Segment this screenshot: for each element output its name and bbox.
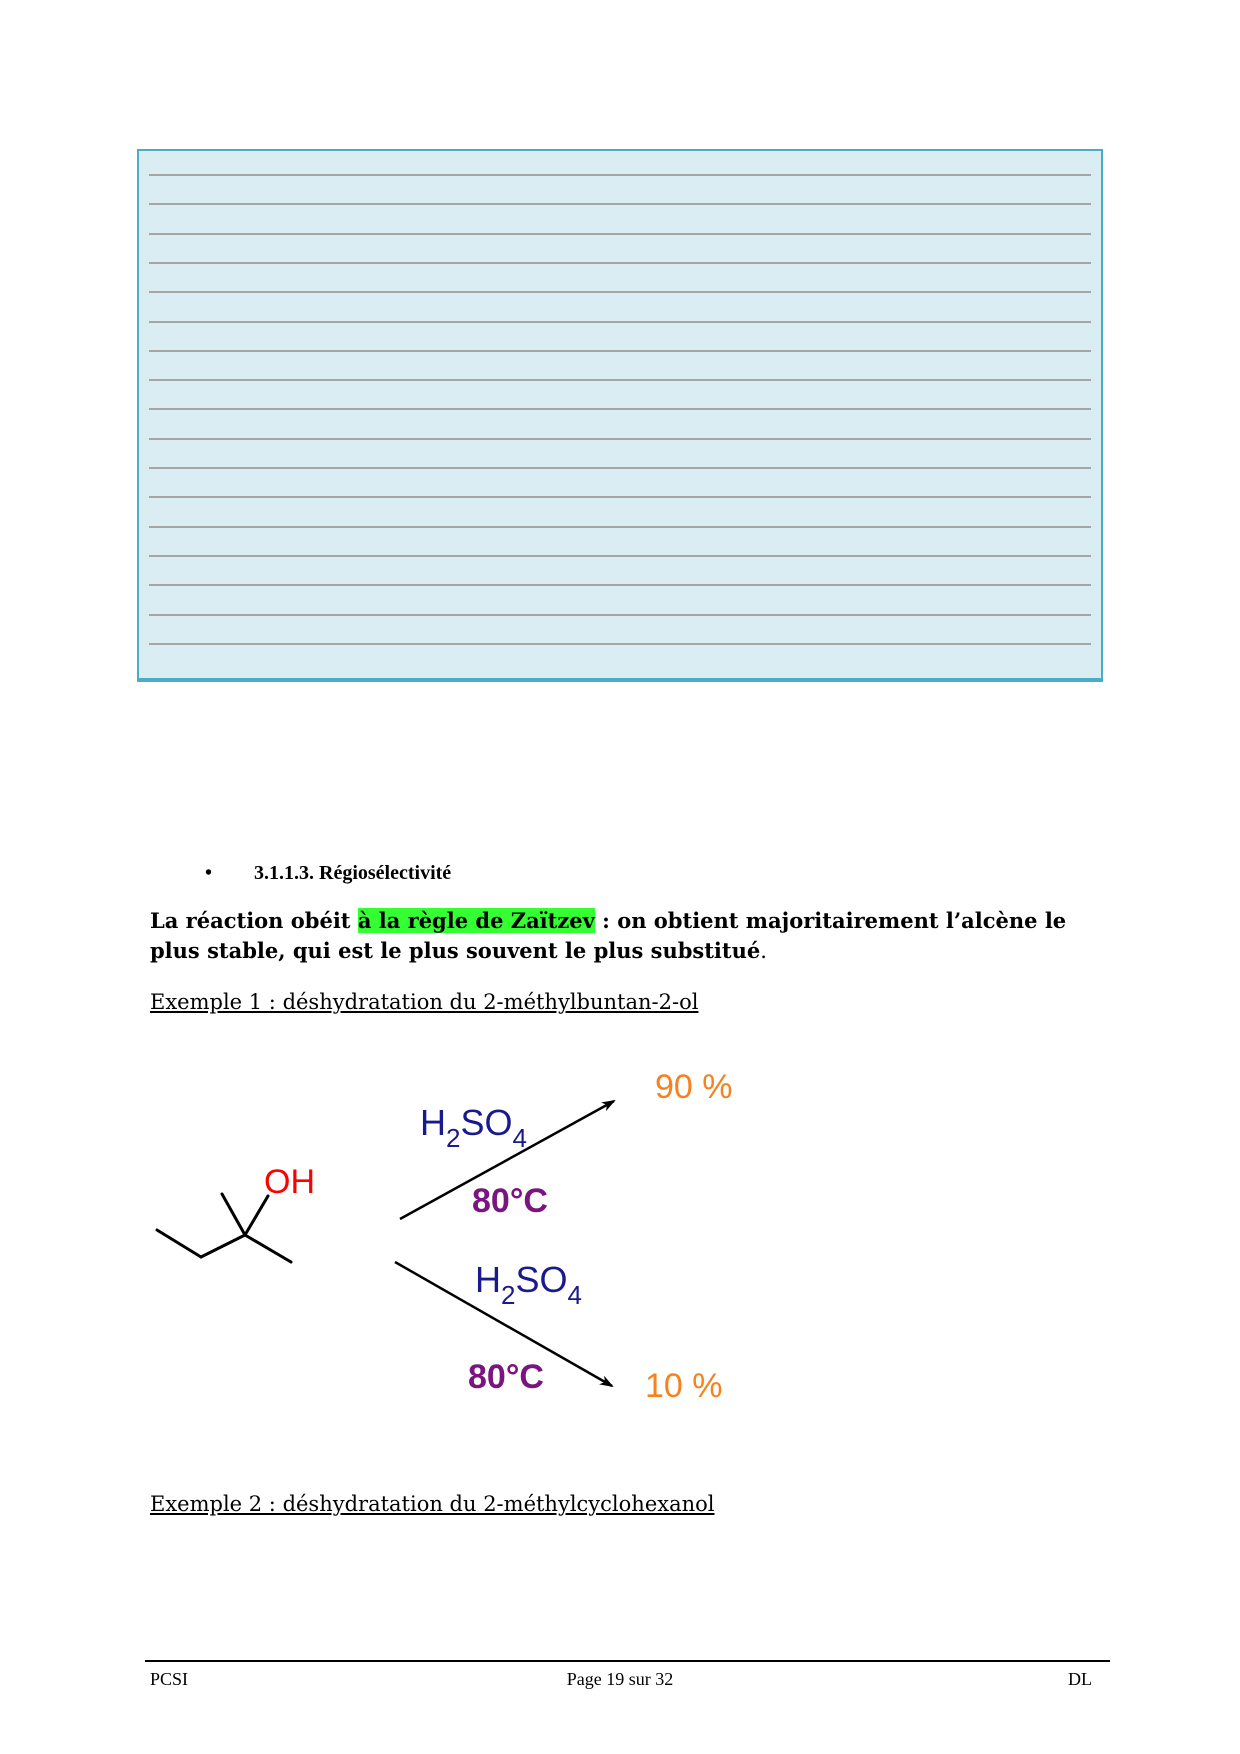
yield-minor: 10 % [645,1367,723,1405]
rule-highlight: à la règle de Zaïtzev [357,908,595,933]
ruled-line [149,321,1091,323]
example-1-title: Exemple 1 : déshydratation du 2-méthylbuntan-2-ol [150,990,699,1014]
zaitzev-rule-paragraph [150,906,1100,966]
rule-text-start: La réaction obéit [150,908,358,933]
footer-page-number: Page 19 sur 32 [566,1669,674,1689]
ruled-line [149,496,1091,498]
footer-divider [145,1660,1110,1662]
ruled-line [149,233,1091,235]
ruled-line [149,379,1091,381]
ruled-line [149,526,1091,528]
conditions-upper: 80°C [472,1182,548,1220]
reagent-lower: $H_2SO_4$ [475,1259,582,1310]
ruled-line [149,262,1091,264]
rule-text-end: : on obtient majoritairement l’alcène le plus stable, qui est le plus souvent le plus substitué [150,908,1067,963]
answer-lined-box[interactable] [137,149,1103,682]
section-title: 3.1.1.3. Régiosélectivité [254,862,452,884]
ruled-line [149,614,1091,616]
ruled-line [149,584,1091,586]
ruled-line [149,408,1091,410]
reagent-upper: $H_2SO_4$ [420,1102,527,1153]
reaction-scheme [0,1040,1240,1430]
alcohol-molecule [157,1194,291,1262]
ruled-line [149,203,1091,205]
ruled-line [149,350,1091,352]
yield-major: 90 % [655,1068,733,1106]
ruled-line [149,643,1091,645]
ruled-line [149,291,1091,293]
ruled-line [149,438,1091,440]
conditions-lower: 80°C [468,1358,544,1396]
rule-period: . [760,939,767,963]
ruled-line [149,555,1091,557]
section-heading [205,862,452,885]
footer-right: DL [1068,1669,1092,1689]
example-2-title: Exemple 2 : déshydratation du 2-méthylcyclohexanol [150,1492,715,1516]
oh-label: OH [264,1163,315,1201]
ruled-line [149,467,1091,469]
bullet-icon: • [205,862,213,884]
ruled-line [149,174,1091,176]
footer-left: PCSI [150,1669,189,1689]
